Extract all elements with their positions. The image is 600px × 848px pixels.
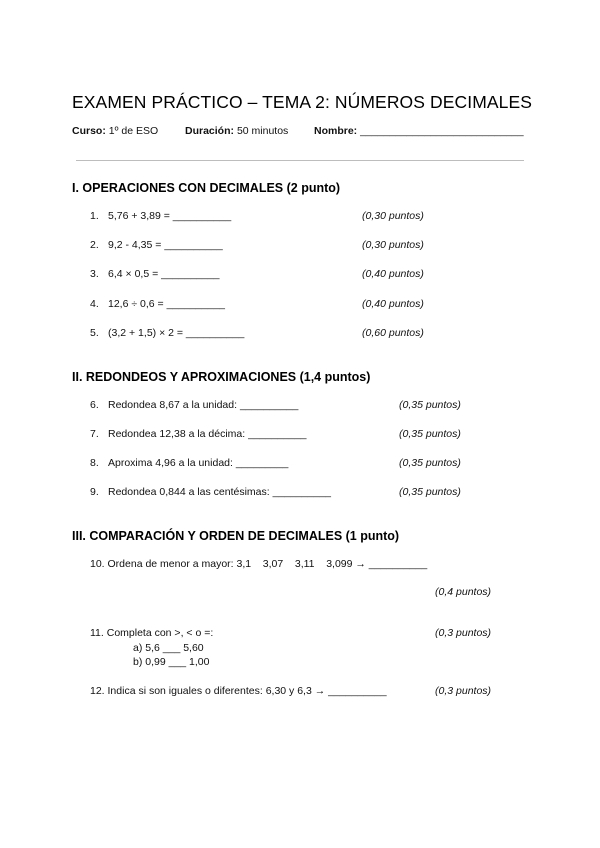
question-text: Redondea 0,844 a las centésimas: __________ bbox=[108, 486, 332, 498]
question-number: 3. bbox=[90, 268, 99, 280]
question-number: 1. bbox=[90, 210, 99, 222]
curso-label: Curso: bbox=[72, 125, 106, 137]
question-number: 5. bbox=[90, 327, 99, 339]
question-9 bbox=[90, 486, 331, 498]
question-12: 12. Indica si son iguales o diferentes: 6,30 y 6,3 → __________ bbox=[90, 685, 387, 697]
question-4 bbox=[90, 298, 225, 310]
question-number: 7. bbox=[90, 428, 99, 440]
question-6-points: (0,35 puntos) bbox=[399, 399, 461, 411]
question-number: 4. bbox=[90, 298, 99, 310]
question-number: 8. bbox=[90, 457, 99, 469]
question-6 bbox=[90, 399, 298, 411]
section-3-heading: III. COMPARACIÓN Y ORDEN DE DECIMALES (1 punto) bbox=[72, 529, 400, 543]
question-text: 9,2 - 4,35 = __________ bbox=[108, 239, 223, 251]
question-text: (3,2 + 1,5) × 2 = __________ bbox=[108, 327, 245, 339]
duracion-value: 50 minutos bbox=[236, 125, 289, 137]
question-text: 6,4 × 0,5 = __________ bbox=[108, 268, 220, 280]
question-text: Redondea 8,67 a la unidad: __________ bbox=[108, 399, 299, 411]
question-4-points: (0,40 puntos) bbox=[362, 298, 424, 310]
question-11-points: (0,3 puntos) bbox=[435, 627, 492, 639]
question-10: 10. Ordena de menor a mayor: 3,1 3,07 3,11 3,099 → __________ bbox=[90, 558, 428, 570]
question-2-points: (0,30 puntos) bbox=[362, 239, 424, 251]
question-5 bbox=[90, 327, 244, 339]
question-number: 9. bbox=[90, 486, 99, 498]
curso-value: 1º de ESO bbox=[108, 125, 159, 137]
nombre-field bbox=[314, 125, 524, 137]
section-2-heading: II. REDONDEOS Y APROXIMACIONES (1,4 puntos) bbox=[72, 370, 371, 384]
question-3-points: (0,40 puntos) bbox=[362, 268, 424, 280]
question-text: 5,76 + 3,89 = __________ bbox=[108, 210, 232, 222]
question-7-points: (0,35 puntos) bbox=[399, 428, 461, 440]
question-1-points: (0,30 puntos) bbox=[362, 210, 424, 222]
curso-field bbox=[72, 125, 158, 137]
question-number: 6. bbox=[90, 399, 99, 411]
page-title: EXAMEN PRÁCTICO – TEMA 2: NÚMEROS DECIMALES bbox=[72, 92, 533, 112]
nombre-label: Nombre: bbox=[314, 125, 358, 137]
header-divider bbox=[76, 160, 524, 161]
question-10-points: (0,4 puntos) bbox=[435, 586, 492, 598]
question-11-a: a) 5,6 ___ 5,60 bbox=[133, 642, 204, 654]
question-9-points: (0,35 puntos) bbox=[399, 486, 461, 498]
section-1-heading: I. OPERACIONES CON DECIMALES (2 punto) bbox=[72, 181, 341, 195]
duracion-field bbox=[185, 125, 288, 137]
question-8-points: (0,35 puntos) bbox=[399, 457, 461, 469]
question-number: 2. bbox=[90, 239, 99, 251]
question-text: Redondea 12,38 a la décima: __________ bbox=[108, 428, 307, 440]
question-text: Aproxima 4,96 a la unidad: _________ bbox=[108, 457, 289, 469]
question-7 bbox=[90, 428, 307, 440]
question-1 bbox=[90, 210, 231, 222]
question-2 bbox=[90, 239, 223, 251]
question-5-points: (0,60 puntos) bbox=[362, 327, 424, 339]
question-text: 12,6 ÷ 0,6 = __________ bbox=[108, 298, 225, 310]
question-12-points: (0,3 puntos) bbox=[435, 685, 492, 697]
question-11: 11. Completa con >, < o =: bbox=[90, 627, 214, 639]
question-8 bbox=[90, 457, 288, 469]
nombre-blank: ____________________________ bbox=[360, 125, 524, 137]
duracion-label: Duración: bbox=[185, 125, 235, 137]
question-3 bbox=[90, 268, 220, 280]
question-11-b: b) 0,99 ___ 1,00 bbox=[133, 656, 210, 668]
